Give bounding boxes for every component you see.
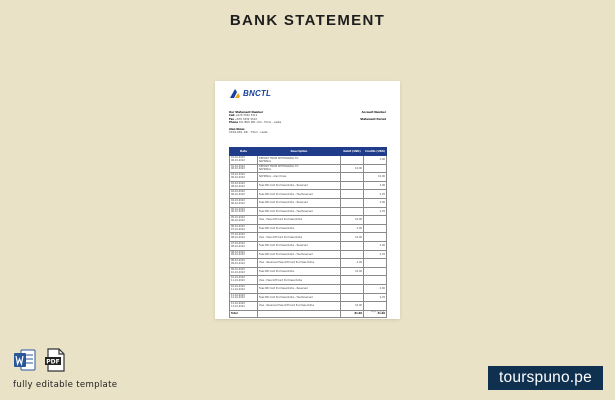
table-header-row xyxy=(230,148,387,156)
page-title: BANK STATEMENT xyxy=(229,12,386,29)
info-label: Fax xyxy=(229,117,235,121)
bank-contact-block xyxy=(229,111,281,125)
debit-cell xyxy=(341,284,364,293)
debit-cell: 10.00 xyxy=(341,216,364,225)
date-cell: 07-10-2022 08-10-2022 xyxy=(230,233,258,242)
debit-cell xyxy=(341,156,364,165)
description-cell: Fees Bill Card Purchase Rufus - Reversed xyxy=(258,284,341,293)
date-cell: 12-10-2022 13-10-2022 xyxy=(230,302,258,311)
transactions-table xyxy=(229,147,387,318)
description-cell: Fees Bill Card Purchase Rufus - Reversed xyxy=(258,181,341,190)
total-spacer xyxy=(258,310,341,317)
credit-cell xyxy=(364,233,387,242)
table-row xyxy=(230,198,387,207)
credit-cell xyxy=(364,276,387,285)
credit-cell xyxy=(364,224,387,233)
date-cell: 04-10-2022 06-10-2022 xyxy=(230,190,258,199)
credit-cell: 2.00 xyxy=(364,198,387,207)
total-label: Total xyxy=(230,310,258,317)
credit-cell xyxy=(364,259,387,268)
credit-cell: 2.00 xyxy=(364,284,387,293)
table-row xyxy=(230,233,387,242)
credit-cell xyxy=(364,302,387,311)
date-cell: 05-10-2022 06-10-2022 xyxy=(230,216,258,225)
bank-logo xyxy=(229,88,271,99)
holder-address: CXXX-XXX, Dili - Timor - Leste xyxy=(229,131,268,135)
description-cell: Visa - Fees Gift Card Purchase Rufus xyxy=(258,233,341,242)
info-label: Account Number xyxy=(361,111,386,114)
date-cell: 01-10-2022 06-10-2022 xyxy=(230,156,258,165)
word-document-icon xyxy=(13,348,36,372)
column-header-debit: Debit (USD) xyxy=(341,148,364,156)
table-row xyxy=(230,293,387,302)
description-cell: Fees Bill Card Purchase Rufus xyxy=(258,267,341,276)
info-label: Call xyxy=(229,114,235,118)
date-cell: 06-10-2022 07-10-2022 xyxy=(230,224,258,233)
credit-cell: 2.25 xyxy=(364,250,387,259)
credit-cell: 1.00 xyxy=(364,156,387,165)
date-cell: 10-10-2022 11-10-2022 xyxy=(230,276,258,285)
credit-cell: 2.25 xyxy=(364,293,387,302)
description-cell: Fees Bill Card Purchase Rufus - Fee Reversed xyxy=(258,207,341,216)
info-value: +670 3332 3311 xyxy=(235,114,258,118)
table-row xyxy=(230,259,387,268)
table-row xyxy=(230,276,387,285)
debit-cell xyxy=(341,181,364,190)
credit-cell xyxy=(364,216,387,225)
total-debit: 81.00 xyxy=(341,310,364,317)
holder-name: Alan Dinas xyxy=(229,128,245,131)
debit-cell xyxy=(341,173,364,182)
description-cell: Visa - Reversed Fees Gift Card Purchase Rufus xyxy=(258,302,341,311)
debit-cell xyxy=(341,276,364,285)
date-cell: 05-10-2022 06-10-2022 xyxy=(230,207,258,216)
date-cell: 08-10-2022 09-10-2022 xyxy=(230,250,258,259)
date-cell: 03-10-2022 06-10-2022 xyxy=(230,173,258,182)
debit-cell xyxy=(341,250,364,259)
debit-cell: 10.00 xyxy=(341,164,364,173)
table-row xyxy=(230,181,387,190)
credit-cell: 2.00 xyxy=(364,181,387,190)
date-cell: 03-10-2022 08-10-2022 xyxy=(230,181,258,190)
description-cell: Fees Bill Card Purchase Rufus xyxy=(258,224,341,233)
credit-cell xyxy=(364,267,387,276)
column-header-description: Description xyxy=(258,148,341,156)
debit-cell: 10.00 xyxy=(341,233,364,242)
table-row xyxy=(230,267,387,276)
pdf-document-icon xyxy=(44,348,67,372)
description-cell: Fees Bill Card Purchase Rufus - Reversed xyxy=(258,198,341,207)
total-row xyxy=(230,310,387,317)
table-row xyxy=(230,250,387,259)
debit-cell xyxy=(341,207,364,216)
debit-cell xyxy=(341,241,364,250)
template-caption: fully editable template xyxy=(13,380,118,390)
date-cell: 11-10-2022 12-10-2022 xyxy=(230,293,258,302)
credit-cell: 2.00 xyxy=(364,241,387,250)
table-row xyxy=(230,284,387,293)
description-cell: Fees Bill Card Purchase Rufus - Fee Reversed xyxy=(258,190,341,199)
credit-cell: 10.00 xyxy=(364,173,387,182)
column-header-credit: Credits (USD) xyxy=(364,148,387,156)
description-cell: Fees Bill Card Purchase Rufus - Fee Reversed xyxy=(258,250,341,259)
debit-cell: 2.00 xyxy=(341,224,364,233)
info-value: +670 3332 3312 xyxy=(234,117,257,121)
debit-cell xyxy=(341,293,364,302)
description-cell: Visa - Fees Gift Card Purchase Rufus xyxy=(258,276,341,285)
description-cell: Fees Bill Card Purchase Rufus - Fee Reversed xyxy=(258,293,341,302)
file-format-icons xyxy=(13,348,75,372)
date-cell: 04-10-2022 06-10-2022 xyxy=(230,198,258,207)
credit-cell: 2.25 xyxy=(364,207,387,216)
description-cell: Fees Bill Card Purchase Rufus - Reversed xyxy=(258,241,341,250)
total-credit: 41.00 xyxy=(364,310,387,317)
table-row xyxy=(230,302,387,311)
table-row xyxy=(230,224,387,233)
description-cell: DEPOSIT FROM WITHDRAWAL TO NATIONAL xyxy=(258,156,341,165)
page-number: Page 1 of 1 xyxy=(370,310,384,313)
info-value xyxy=(360,121,386,124)
account-info-block xyxy=(360,111,386,125)
account-holder xyxy=(229,128,268,135)
debit-cell: 10.00 xyxy=(341,302,364,311)
table-row xyxy=(230,207,387,216)
credit-cell: 2.25 xyxy=(364,190,387,199)
info-label: Our Statement Number xyxy=(229,111,264,114)
table-row xyxy=(230,190,387,199)
debit-cell xyxy=(341,198,364,207)
description-cell: Visa - Fees Gift Card Purchase Rufus xyxy=(258,216,341,225)
bank-logo-text: BNCTL xyxy=(243,89,272,98)
table-row xyxy=(230,173,387,182)
date-cell: 08-10-2022 09-10-2022 xyxy=(230,259,258,268)
debit-cell xyxy=(341,190,364,199)
column-header-date: Date xyxy=(230,148,258,156)
table-row xyxy=(230,241,387,250)
table-row xyxy=(230,216,387,225)
bank-logo-icon xyxy=(229,88,241,99)
description-cell: NATIONAL - Alan Dinas xyxy=(258,173,341,182)
date-cell: 01-10-2022 06-10-2022 xyxy=(230,164,258,173)
credit-cell xyxy=(364,164,387,173)
date-cell: 09-10-2022 10-10-2022 xyxy=(230,267,258,276)
debit-cell: 2.00 xyxy=(341,259,364,268)
info-value: P.O. BOX 001, Dili - Timor - Leste xyxy=(238,121,282,125)
description-cell: DEPOSIT FROM WITHDRAWAL TO NATIONAL xyxy=(258,164,341,173)
info-label: Phone xyxy=(229,121,239,125)
statement-preview xyxy=(215,81,400,319)
table-row xyxy=(230,164,387,173)
info-label: Statement Period xyxy=(360,117,386,121)
svg-text:PDF: PDF xyxy=(46,358,60,366)
transactions-body xyxy=(230,156,387,311)
brand-badge[interactable]: tourspuno.pe xyxy=(488,366,603,390)
date-cell: 07-10-2022 08-10-2022 xyxy=(230,241,258,250)
table-row xyxy=(230,156,387,165)
description-cell: Visa - Reversed Fees Gift Card Purchase Rufus xyxy=(258,259,341,268)
date-cell: 10-10-2022 11-10-2022 xyxy=(230,284,258,293)
debit-cell: 10.00 xyxy=(341,267,364,276)
